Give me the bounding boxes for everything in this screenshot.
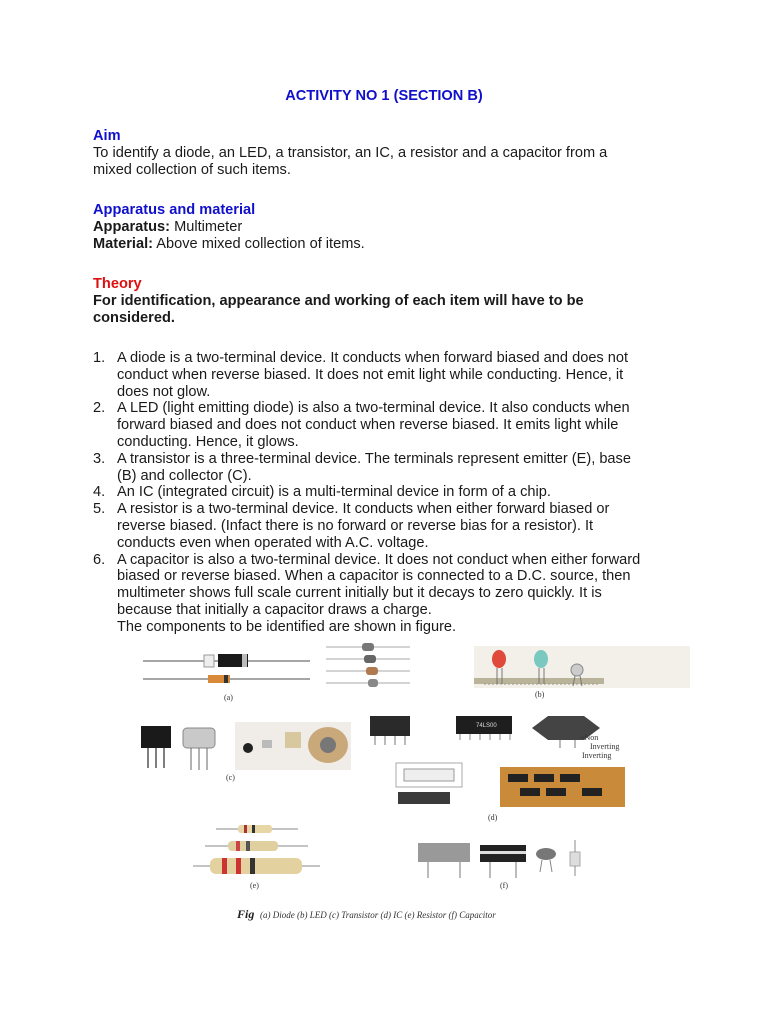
aim-text-line1: To identify a diode, an LED, a transistor, an IC, a resistor and a capacitor from a (93, 144, 608, 161)
item-number: 4. (93, 484, 106, 501)
item-line: conduct when reverse biased. It does not emit light while conducting. Hence, it (117, 366, 624, 383)
diode-image (143, 643, 410, 687)
item-line: An IC (integrated circuit) is a multi-terminal device in form of a chip. (117, 484, 551, 501)
apparatus-label: Apparatus: (93, 218, 171, 235)
ic-image (370, 716, 625, 807)
item-line: A LED (light emitting diode) is also a two-terminal device. It also conducts when (117, 400, 630, 417)
label-d: (d) (488, 813, 498, 822)
item-line: A capacitor is also a two-terminal device. It does not conduct when either forward (117, 551, 641, 568)
resistor-image (193, 825, 320, 874)
item-line: because that initially a capacitor draws a charge. (117, 601, 432, 618)
label-f: (f) (500, 881, 508, 890)
non-inverting-label2: Inverting (590, 742, 620, 751)
item-line: conducting. Hence, it glows. (117, 433, 299, 450)
item-line: (B) and collector (C). (117, 467, 252, 484)
capacitor-image (418, 840, 580, 878)
item-line: does not glow. (117, 383, 211, 400)
item-line: A diode is a two-terminal device. It conducts when forward biased and does not (117, 350, 629, 366)
label-e: (e) (250, 881, 259, 890)
item-number: 2. (93, 400, 106, 417)
item-line: biased or reverse biased. When a capacitor is connected to a D.C. source, then (117, 568, 631, 585)
material-label: Material: (93, 235, 154, 252)
theory-intro-line2: considered. (93, 309, 175, 326)
item-number: 3. (93, 450, 106, 467)
caption-text: (a) Diode (b) LED (c) Transistor (d) IC (e) Resistor (f) Capacitor (260, 910, 496, 920)
label-c: (c) (226, 773, 235, 782)
item-line: The components to be identified are shown in figure. (117, 618, 457, 635)
label-b: (b) (535, 690, 545, 699)
theory-heading: Theory (93, 276, 142, 292)
item-line: conducts even when operated with A.C. voltage. (117, 534, 429, 551)
aim-heading: Aim (93, 128, 121, 144)
item-number: 6. (93, 551, 106, 568)
page-title: ACTIVITY NO 1 (SECTION B) (285, 88, 483, 104)
caption-fig: Fig (237, 907, 255, 921)
item-number: 5. (93, 501, 106, 518)
item-line: forward biased and does not conduct when reverse biased. It emits light while (117, 417, 619, 434)
apparatus-heading: Apparatus and material (93, 202, 256, 218)
chip-text: 74LS00 (476, 723, 497, 729)
non-inverting-label: +Non (580, 733, 599, 742)
item-number: 1. (93, 350, 106, 366)
led-image (474, 646, 690, 688)
apparatus-value: Multimeter (170, 218, 243, 235)
material-value: Above mixed collection of items. (153, 235, 365, 252)
item-line: A transistor is a three-terminal device. The terminals represent emitter (E), base (117, 450, 631, 467)
theory-intro-line1: For identification, appearance and working of each item will have to be (93, 292, 584, 309)
aim-text-line2: mixed collection of such items. (93, 161, 291, 178)
transistor-image (141, 722, 351, 770)
inverting-label: Inverting (582, 751, 612, 760)
item-line: multimeter shows full scale current initially but it decays to zero quickly. It is (117, 585, 602, 602)
item-line: A resistor is a two-terminal device. It conducts when either forward biased or (117, 501, 610, 518)
label-a: (a) (224, 693, 233, 702)
item-line: reverse biased. (Infact there is no forward or reverse bias for a resistor). It (117, 517, 594, 534)
